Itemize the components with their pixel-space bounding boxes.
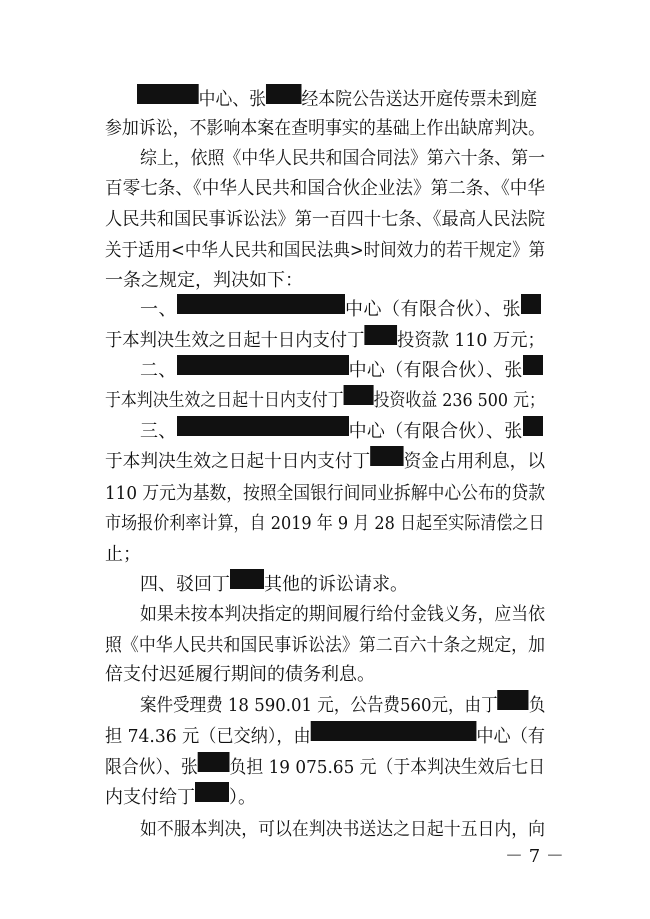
redaction-block (266, 84, 302, 104)
redaction-block (198, 752, 230, 772)
body-line (105, 325, 545, 357)
line-text: 负 (528, 695, 546, 716)
redaction-block (230, 569, 264, 589)
line-text: 于本判决生效之日起十日内支付丁 (105, 451, 371, 472)
line-text: 中心（有限合伙）、张 (345, 299, 521, 320)
body-line (105, 235, 545, 267)
body-line (140, 814, 545, 846)
line-text: 于本判决生效之日起十日内支付丁 (105, 330, 365, 351)
body-line (105, 659, 375, 691)
body-line (105, 173, 545, 205)
line-text: 二、 (140, 360, 177, 381)
line-text: 市场报价利率计算，自 2019 年 9 月 28 日起至实际清偿之日 (105, 513, 545, 534)
line-text: 人民共和国民事诉讼法》第一百四十七条、《最高人民法院 (105, 209, 545, 230)
body-line (140, 599, 545, 631)
body-line (105, 265, 303, 297)
line-text: 倍支付迟延履行期间的债务利息。 (105, 664, 375, 685)
line-text: 综上，依照《中华人民共和国合同法》第六十条、第一 (140, 148, 545, 169)
body-line (140, 690, 545, 722)
line-text: 一条之规定，判决如下： (105, 270, 303, 291)
body-line (140, 569, 408, 601)
redaction-block (498, 690, 529, 710)
body-line (105, 385, 545, 417)
redaction-block (177, 294, 345, 314)
body-line (105, 508, 545, 540)
body-line (137, 84, 537, 116)
body-line (140, 416, 543, 448)
line-text: 中心（有限合伙）、张 (348, 421, 523, 442)
page-number: － 7 － (505, 846, 564, 867)
line-text: 如果未按本判决指定的期间履行给付金钱义务，应当依 (140, 604, 545, 625)
body-line (105, 478, 545, 510)
body-line (105, 782, 256, 814)
body-line (105, 721, 545, 753)
redaction-block (137, 84, 199, 104)
line-text: 如不服本判决，可以在判决书送达之日起十五日内，向 (140, 819, 545, 840)
body-line (105, 539, 141, 571)
line-text: 中心（有 (476, 726, 545, 747)
line-text: 百零七条、《中华人民共和国合伙企业法》第二条、《中华 (105, 178, 545, 199)
line-text: 中心、张 (198, 89, 266, 110)
line-text: 资金占用利息，以 (403, 451, 545, 472)
redaction-block (177, 355, 349, 375)
line-text: 负担 19 075.65 元（于本判决生效后七日 (229, 757, 546, 778)
body-line (105, 752, 545, 784)
line-text: 三、 (140, 421, 177, 442)
body-line (105, 446, 545, 478)
line-text: 110 万元为基数，按照全国银行间同业拆解中心公布的贷款 (105, 483, 546, 504)
line-text: 限合伙）、张 (105, 757, 198, 778)
line-text: 内支付给丁 (105, 787, 195, 808)
body-line (105, 113, 545, 145)
line-text: 参加诉讼，不影响本案在查明事实的基础上作出缺席判决。 (105, 118, 545, 139)
line-text: 一、 (140, 299, 177, 320)
redaction-block (177, 416, 349, 436)
redaction-block (195, 782, 229, 802)
line-text: 止； (105, 544, 141, 565)
line-text: 四、驳回丁 (140, 574, 230, 595)
line-text: 照《中华人民共和国民事诉讼法》第二百六十条之规定，加 (105, 635, 545, 656)
line-text: 于本判决生效之日起十日内支付丁 (105, 390, 344, 411)
redaction-block (364, 325, 397, 345)
line-text: 经本院公告送达开庭传票未到庭 (301, 89, 537, 110)
body-line (140, 294, 541, 326)
body-line (140, 355, 543, 387)
line-text: 中心（有限合伙）、张 (348, 360, 523, 381)
redaction-block (311, 721, 477, 741)
redaction-block (370, 446, 403, 466)
line-text: 案件受理费 18 590.01 元，公告费560元，由丁 (140, 695, 498, 716)
body-line (140, 143, 545, 175)
line-text: 投资款 110 万元； (397, 330, 545, 351)
line-text: 担 74.36 元（已交纳），由 (105, 726, 311, 747)
line-text: 关于适用<中华人民共和国民法典>时间效力的若干规定》第 (105, 240, 546, 261)
line-text: 其他的诉讼请求。 (264, 574, 408, 595)
redaction-block (523, 355, 543, 375)
body-line (105, 630, 545, 662)
line-text: ）。 (229, 787, 256, 808)
redaction-block (344, 385, 374, 405)
line-text: 投资收益 236 500 元； (373, 390, 545, 411)
redaction-block (521, 294, 541, 314)
redaction-block (523, 416, 543, 436)
body-line (105, 204, 545, 236)
